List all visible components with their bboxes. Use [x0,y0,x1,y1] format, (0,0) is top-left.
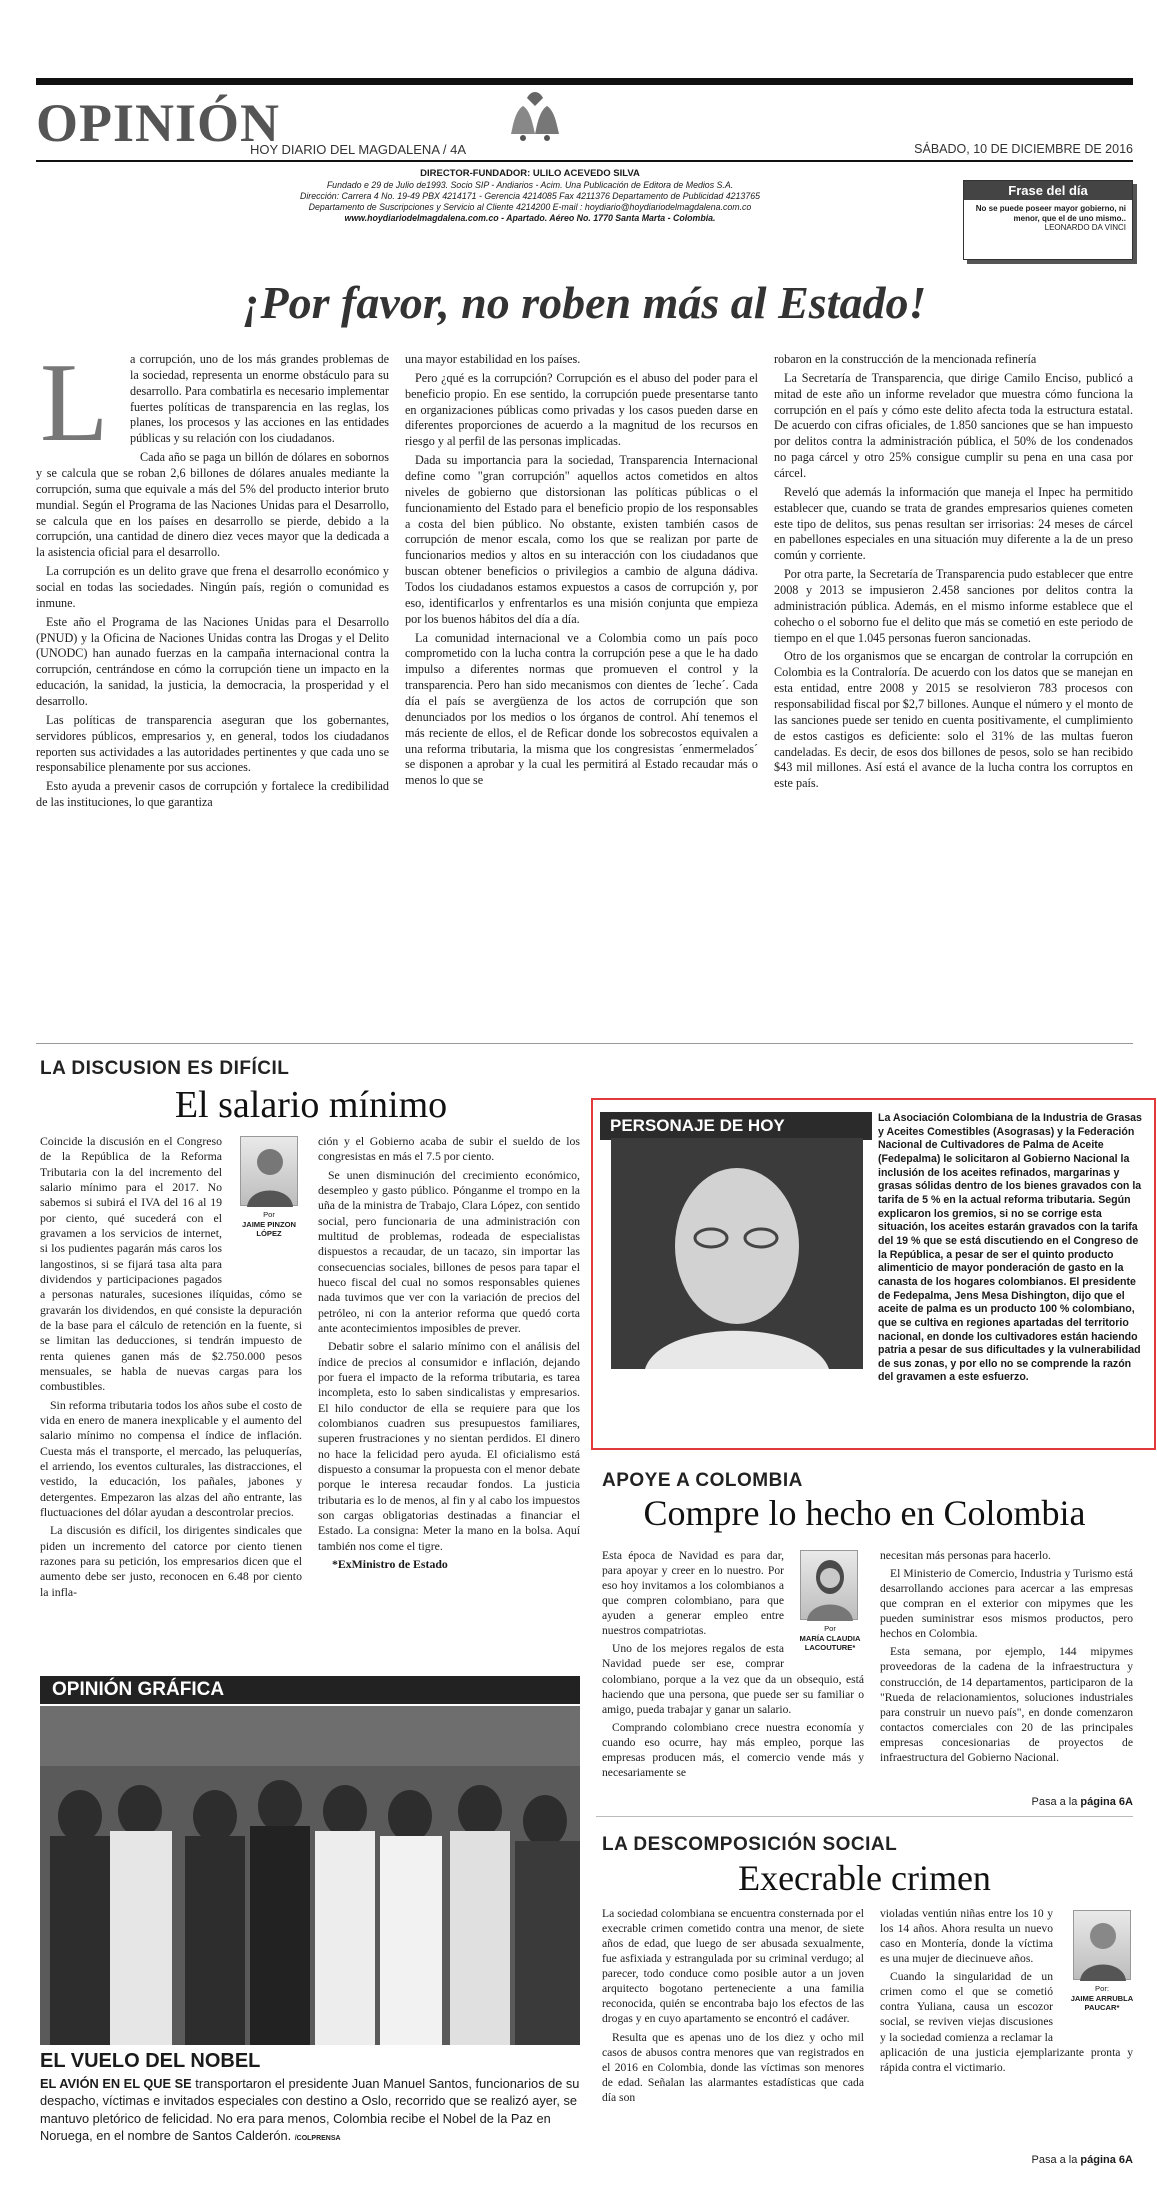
masthead-rule [36,160,1133,162]
author-por: Por [263,1210,275,1219]
crimen-title: Execrable crimen [738,1858,991,1898]
info-line-1: Fundado e 29 de Julio de1993. Socio SIP - Andiarios - Acim. Una Publicación de Editora de Medios S.A. [326,179,734,190]
grafica-caption [40,2075,580,2144]
frase-author: LEONARDO DA VINCI [1044,223,1126,233]
crimen-paragraph: La sociedad colombiana se encuentra consternada por el execrable crimen cometido contra una menor, de siete años de edad, que luego de ser abusada sexualmente, fue asfixiada y estrangulada por su criminal verdugo; al parecer, todo conduce como posible autor a un joven arquitecto bogotano perteneciente a una familia reconocida, quién se encontraba bajo los efectos de las drogas y en cuyo apartamento se encontró el cadáver. [602,1907,864,2026]
author-name: JAIME ARRUBLA PAUCAR* [1070,1994,1134,2013]
director-line: DIRECTOR-FUNDADOR: ULILO ACEVEDO SILVA [420,168,640,179]
salario-paragraph: Debatir sobre el salario mínimo con el análisis del índice de precios al consumidor e inflación, dejando por fuera el impacto de la reforma tributaria, es tarea incompleta, esto lo saben sindicalistas y empresarios. El hilo conductor de ella se requiere para que los colombianos cuadren sus presupuestos familiares, superen frustraciones y no sientan perdidos. El dinero no hace la felicidad pero ayuda. El oficialismo está dispuesto a consumar la propuesta con el menor debate porque le interesa recaudar fondos. La justicia tributaria es lo de menos, al fin y al cabo los impuestos son cargas obligatorias destinadas a financiar el Estado. La consigna: Meter la mano en la bolsa. Aquí también nos come el tigre. [318,1339,580,1553]
crimen-jump[interactable] [880,2154,1133,2166]
frase-text: No se puede poseer mayor gobierno, ni menor, que el de uno mismo.. [975,204,1126,223]
apoye-paragraph: El Ministerio de Comercio, Industria y Turismo está desarrollando acciones para acercar a las empresas que compran en el exterior con mipymes que les pueden suministrar esos mismos productos, pero hechos en Colombia. [880,1567,1133,1641]
dropcap: L [40,341,109,465]
top-rule [36,78,1133,85]
author-photo [1073,1910,1131,1980]
editorial-col-2 [405,352,758,1032]
photo-credit: /COLPRENSA [294,2134,341,2142]
editorial-paragraph: Pero ¿qué es la corrupción? Corrupción es el abuso del poder para el beneficio propio. En ese sentido, la corrupción puede presentarse tanto en organizaciones públicas como privadas y los casos pueden darse en diferentes proporciones de acuerdo a la magnitud de los recursos en riesgo y al perfil de las personas implicadas. [405,370,758,449]
editorial-paragraph: La Secretaría de Transparencia, que dirige Camilo Enciso, publicó a mitad de este año un informe revelador que muestra cómo funciona la corrupción en el país y cómo este delito afecta toda la estructura estatal. De acuerdo con cifras oficiales, de 1.850 sanciones que se han impuesto por delitos contra la administración pública, el 50% de los condenados no paga cárcel y otro 25% consigue cumplir su pena en una casa por cárcel. [774,370,1133,481]
editorial-col-1 [36,352,389,1032]
editorial-paragraph: Otro de los organismos que se encargan de controlar la corrupción en Colombia es la Contraloría. De acuerdo con los datos que se manejan en esta entidad, entre 2008 y 2015 se resolvieron 783 procesos con responsabilidad fiscal por $2,7 billones. Aunque el número y el monto de las sanciones puede ser tenido en cuenta positivamente, el cumplimiento de estos castigos es deficiente: solo el 31% de las multas fueron candeladas. Es decir, de esos dos billones de pesos, solo se han recibido $43 mil millones. Así está el avance de la lucha contra los corruptos en este país. [774,649,1133,791]
crimen-col-1 [602,1906,864,2144]
editorial-title: ¡Por favor, no roben más al Estado! [242,277,927,328]
apoye-paragraph: necesitan más personas para hacerlo. [880,1549,1051,1562]
editorial-paragraph: La comunidad internacional ve a Colombia como un país poco comprometido con la lucha contra la corrupción pese a que le ha dado impulso a diferentes normas que promueven el control y la transparencia. Pero han sido mecanismos con dientes de ´leche´. Cada día el país se avergüenza de los actos de corrupción que son denunciados por los medios o los órganos de control. Ahí tenemos el más reciente de ellos, el de Reficar donde los sobrecostos equivalen a una reforma tributaria, la misma que los congresistas ´enmermelados´ se disponen a aprobar y la cual les permitirá al Estado recaudar más o menos lo que se [405,630,758,788]
editorial-paragraph: una mayor estabilidad en los países. [405,352,581,366]
personaje-label: PERSONAJE DE HOY [600,1112,872,1140]
author-photo [800,1550,858,1620]
apoye-paragraph: Esta época de Navidad es para dar, para apoyar y creer en lo nuestro. Por eso hoy invitamos a los colombianos a que compren colombiano, para que ayuden a generar empleo entre nuestros compatriotas. [602,1549,784,1638]
frase-title: Frase del día [964,181,1132,200]
author-por: Por [824,1624,836,1633]
editorial-paragraph: Reveló que además la información que maneja el Inpec ha permitido establecer que, cuando se trata de grandes empresarios quienes cometen este tipo de delitos, sus penas resultan ser irrisorias: 24 meses de cárcel en pabellones especiales en una situación muy diferente a la de un preso común y corriente. [774,484,1133,563]
apoye-paragraph: Esta semana, por ejemplo, 144 mipymes proveedoras de la cadena de la infraestructura y construcción, de 14 departamentos, participaron de la "Rueda de relacionamientos, soluciones industriales para construir un nuevo país", en donde comenzaron contactos comerciales con 20 de las principales empresas concesionarias de proyectos de infraestructura del Gobierno Nacional. [880,1645,1133,1764]
personaje-text: La Asociación Colombiana de la Industria de Grasas y Aceites Comestibles (Asograsas) y la Federación Nacional de Cultivadores de Palma de Aceite (Fedepalma) le solicitaron al Gobierno Nacional la inclusión de los aceites refinados, margarinas y grasas sólidas dentro de los bienes gravados con la tarifa de 5 % en la actual reforma tributaria. Según explicaron los gremios, si no se corrige esta situación, los aceites estarán gravados con la tarifa del 19 % que se está discutiendo en el Congreso de la República, a pesar de ser el quinto producto alimenticio de mayor ponderación de gasto en la canasta de los hogares colombianos. El presidente de Fedepalma, Jens Mesa Dishington, dijo que el aceite de palma es un producto 100 % colombiano, que se cultiva en regiones apartadas del territorio nacional, en donde los cultivadores están haciendo patria a pesar de sus dificultades y la vulnerabilidad de sus zonas, y por ello no se comprende la razón del gravamen a este esfuerzo. [878,1112,1142,1384]
salario-paragraph: Coincide la discusión en el Congreso de la República de la Reforma Tributaria con la del incremento del salario mínimo para el 2017. No sabemos si subirá el IVA del 16 al 19 por ciento, qué sucederá con el gravamen a los servicios de internet, si los pudientes pagarán más caros los langostinos, si se fijará tasa alta para dividendos y participaciones pagados a personas naturales, sucesiones ilíquidas, cómo se gravarán los dividendos, en qué consiste la depuración de la base para el cálculo de retención en la fuente, si se limitan las deducciones, si tendrán impuesto de renta quienes ganen más de $2.750.000 pesos mensuales, se habla de nuevas cargas para los combustibles. [40,1134,302,1394]
salario-paragraph: Sin reforma tributaria todos los años sube el costo de vida en enero de manera inexplicable y el aumento del salario mínimo no compensa el índice de inflación. Cuesta más el transporte, el mercado, las peluquerías, el arriendo, los eventos culturales, las distracciones, el vestido, la educación, los pañales, jabones y detergentes. Empezaron las alzas del año entrante, las fluctuaciones del dólar ayudan a descontrolar precios. [40,1397,302,1519]
pasa-label: Pasa a la [1031,1796,1078,1808]
apoye-paragraph: Uno de los mejores regalos de esta Navidad puede ser ese, comprar colombiano, porque a la vez que da un obsequio, está haciendo que una persona, que puede ser su familiar o amigo, pueda trabajar y ganar un salario. [602,1642,864,1716]
apoye-bottom-rule [596,1816,1133,1817]
grafica-label: OPINIÓN GRÁFICA [40,1676,580,1704]
paper-page-label: HOY DIARIO DEL MAGDALENA / 4A [250,142,467,157]
bells-ornament-icon [505,86,565,156]
frase-del-dia-box [963,180,1133,260]
grafica-caption-title: EL VUELO DEL NOBEL [40,2050,261,2072]
editorial-paragraph: La corrupción es un delito grave que frena el desarrollo económico y social en todas las sociedades. Ningún país, región o comunidad es inmune. [36,564,389,610]
salario-signoff: *ExMinistro de Estado [332,1556,448,1571]
apoye-paragraph: Comprando colombiano crece nuestra economía y cuando eso ocurre, hay más empleo, porque las empresas producen más, el comercio vende más y necesariamente se [602,1720,864,1779]
pasa-page: página 6A [1080,1796,1133,1808]
crimen-paragraph: Cuando la singularidad de un crimen como el que se cometió contra Yuliana, causa un escozor social, se reviven viejas discusiones y la sociedad comienza a reclamar la aplicación de una justicia ejemplarizante pronta y rápida contra el victimario. [880,1970,1133,2074]
editorial-bottom-rule [36,1043,1133,1044]
author-photo [240,1136,298,1206]
apoye-col-2 [880,1548,1133,1798]
editorial-paragraph: a corrupción, uno de los más grandes problemas de la sociedad, representa un enorme obstáculo para su desarrollo. Para combatirla es necesario implementar fuertes políticas de transparencia en las reglas, los planes, los procesos y las acciones en las entidades públicas y su relación con los ciudadanos. [130,352,389,446]
author-por: Por: [1095,1984,1109,1993]
editorial-paragraph: robaron en la construcción de la mencionada refinería [774,352,1037,366]
author-name: MARÍA CLAUDIA LACOUTURE* [799,1634,861,1653]
pasa-label: Pasa a la [1031,2154,1078,2166]
author-name: JAIME PINZON LÓPEZ [241,1220,296,1239]
pasa-page: página 6A [1080,2154,1133,2166]
grafica-caption-text: transportaron el presidente Juan Manuel Santos, funcionarios de su despacho, víctimas e invitados especiales con destino a Oslo, recorrido que se realizó ayer, se mantuvo pletórico de felicidad. No era para menos, Colombia recibe el Nobel de la Paz en Noruega, en el nombre de Santos Calderón. [40,2076,580,2143]
grafica-caption-lead: EL AVIÓN EN EL QUE SE [40,2076,192,2091]
crimen-kicker: LA DESCOMPOSICIÓN SOCIAL [602,1834,898,1855]
salario-title: El salario mínimo [174,1084,448,1126]
info-line-2: Dirección: Carrera 4 No. 19-49 PBX 4214171 - Gerencia 4214085 Fax 4211376 Departamento de Publicidad 4213765 [299,190,760,201]
personaje-text-col [878,1112,1148,1442]
crimen-paragraph: violadas ventiún niñas entre los 10 y los 14 años. Ahora resulta un nuevo caso en Montería, donde la víctima es una mujer de diecinueve años. [880,1907,1053,1966]
editorial-paragraph: Por otra parte, la Secretaría de Transparencia pudo establecer que entre 2008 y 2013 se impusieron 2.458 sanciones por delitos contra la administración pública. Además, en el mismo informe establece que el cohecho o el soborno fue el delito que más se cometió en este periodo de tiempo en el que 1.045 personas fueron sancionadas. [774,567,1133,645]
salario-kicker: LA DISCUSION ES DIFÍCIL [40,1058,290,1079]
editorial-paragraph: Este año el Programa de las Naciones Unidas para el Desarrollo (PNUD) y la Oficina de Naciones Unidas contra las Drogas y el Delito (UNODC) han aunado fuerzas en la campaña internacional contra la corrupción, centrándose en cómo la corrupción tiene un impacto en la educación, la sanidad, la justicia, la democracia, la prosperidad y el desarrollo. [36,614,389,709]
editorial-paragraph: Dada su importancia para la sociedad, Transparencia Internacional define como "gran corrupción" aquellos actos cometidos en altos niveles de gobierno que distorsionan las políticas públicas o el funcionamiento del Estado para el beneficio propio de los responsables a costa del bien público. No obstante, existen también casos de corrupción de menor escala, como los que se realizan por parte de funcionarios medios y altos en su interacción con los ciudadanos que buscan obtener beneficios o privilegios a cambio de alguna dádiva. Todos los ciudadanos estamos expuestos a casos de corrupción y, por eso, identificarlos y enfrentarlos es una misión conjunta que empieza por los buenos hábitos del día a día. [405,453,758,626]
salario-paragraph: La discusión es difícil, los dirigentes sindicales que piden un incremento del catorce por ciento tienen razones para su petición, los empresarios dicen que el aumento debe ser justo, reconocen en 6.48 por ciento la infla- [40,1523,302,1599]
issue-date: SÁBADO, 10 DE DICIEMBRE DE 2016 [914,142,1133,156]
editorial-paragraph: Cada año se paga un billón de dólares en sobornos y se calcula que se roban 2,6 billones de dólares anuales mediante la corrupción, suma que equivale a más del 5% del producto interior bruto mundial. Según el Programa de las Naciones Unidas para el Desarrollo, se calcula que en los países en desarrollo se pierde, debido a la corrupción, una cantidad de dinero diez veces mayor que la dedicada a la asistencia oficial para el desarrollo. [36,450,389,560]
editorial-paragraph: Las políticas de transparencia aseguran que los gobernantes, servidores públicos, empresarios y, en general, todos los ciudadanos reporten sus actividades a las autoridades pertinentes y que cada uno se responsabilice plenamente por sus acciones. [36,712,389,775]
apoye-title: Compre lo hecho en Colombia [643,1493,1086,1533]
section-title: OPINIÓN [36,93,281,153]
salario-paragraph: ción y el Gobierno acaba de subir el sueldo de los congresistas en más el 7.5 por ciento. [318,1134,580,1164]
apoye-kicker: APOYE A COLOMBIA [602,1470,803,1491]
info-line-4: www.hoydiariodelmagdalena.com.co - Apartado. Aéreo No. 1770 Santa Marta - Colombia. [344,212,716,223]
salario-col-2 [318,1134,580,1674]
apoye-jump[interactable] [880,1796,1133,1808]
crimen-paragraph: Resulta que es apenas uno de los diez y ocho mil casos de abusos contra menores que van registrados en el 2016 en Colombia, donde las víctimas son menores de edad. Señalan las alarmantes estadísticas que cada día son [602,2030,864,2104]
editorial-col-3 [774,352,1133,1032]
grafica-photo [40,1706,580,2045]
masthead-info [150,168,910,224]
salario-paragraph: Se unen disminución del crecimiento económico, desempleo y gasto público. Pónganme el trompo en la uña de la ministra de Trabajo, Clara López, con sentido social, pero funcionaria de una administración con multitud de problemas, rodeada de especialistas dispuestos a recaudar, de un tacazo, sin importar las consecuencias sociales, billones de pesos para tapar el hueco fiscal del cual no somos responsables quienes nada tuvimos que ver con la variación de precios del petróleo, ni con la anterior reforma que quedó corta ante acontecimientos imposibles de prever. [318,1167,580,1335]
personaje-photo [611,1138,863,1369]
info-line-3: Departamento de Suscripciones y Servicio al Cliente 4214200 E-mail : hoydiario@hoydiariodelmagdalena.com.co [308,201,752,212]
editorial-paragraph: Esto ayuda a prevenir casos de corrupción y fortalece la credibilidad de las instituciones, lo que garantiza [36,779,389,810]
